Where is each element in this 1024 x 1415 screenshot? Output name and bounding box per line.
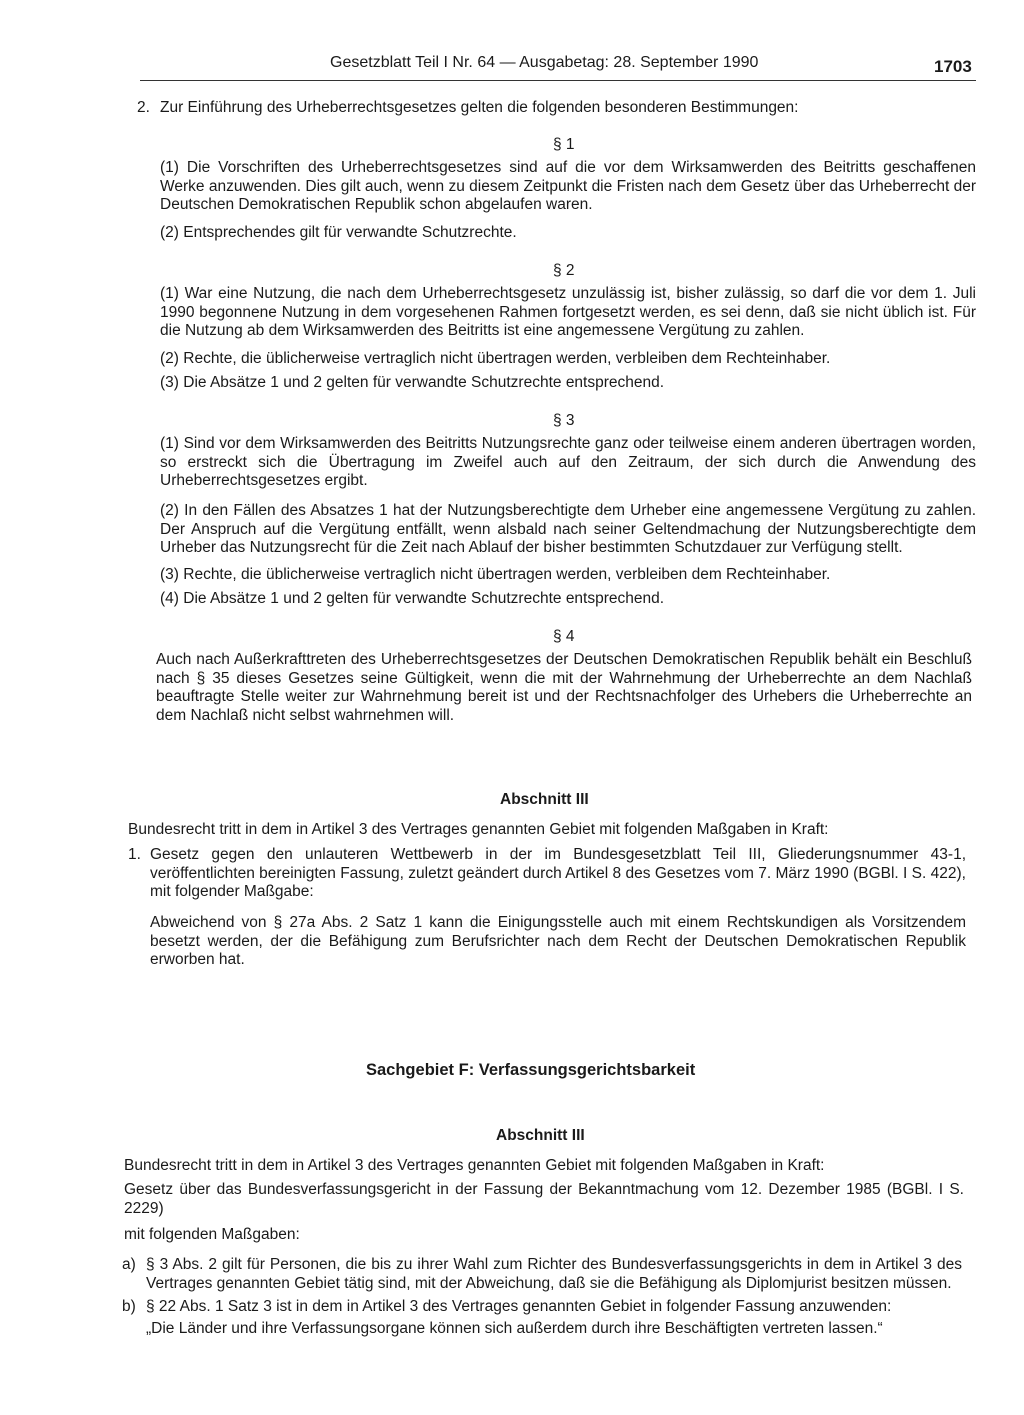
s2-paragraph-2: (2) Rechte, die üblicherweise vertraglich nicht übertragen werden, verbleiben dem Rechteinhaber.: [160, 350, 831, 367]
s1-paragraph-2: (2) Entsprechendes gilt für verwandte Schutzrechte.: [160, 224, 517, 241]
s1-paragraph-1: (1) Die Vorschriften des Urheberrechtsgesetzes sind auf die vor dem Wirksamwerden des Beitritts geschaffenen Werke anzuwenden. Dies gilt auch, wenn zu diesem Zeitpunkt die Fristen nach dem Gesetz über das Urheberrecht der Deutschen Demokratischen Republik schon abgelaufen waren.: [160, 159, 976, 213]
abschnitt-heading-2: Abschnitt III: [496, 1127, 585, 1144]
item-b-label: b): [122, 1298, 136, 1315]
section-heading-2: § 2: [553, 262, 575, 279]
abschnitt-1-item-text: Gesetz gegen den unlauteren Wettbewerb in der im Bundesgesetzblatt Teil III, Gliederungsnummer 43-1, veröffentlichten bereinigten Fassung, zuletzt geändert durch Artikel 8 des Gesetzes vom 7. März 1990 (BGBl. I S. 422), mit folgender Maßgabe:: [150, 846, 966, 900]
section-heading-1: § 1: [553, 136, 575, 153]
section-heading-4: § 4: [553, 628, 575, 645]
section-heading-3: § 3: [553, 412, 575, 429]
sachgebiet-heading: Sachgebiet F: Verfassungsgerichtsbarkeit: [366, 1061, 696, 1079]
s3-paragraph-3: (3) Rechte, die üblicherweise vertraglich nicht übertragen werden, verbleiben dem Rechteinhaber.: [160, 566, 831, 583]
s3-paragraph-4: (4) Die Absätze 1 und 2 gelten für verwandte Schutzrechte entsprechend.: [160, 590, 665, 607]
item-number: 2.: [137, 99, 150, 116]
item-b-text: § 22 Abs. 1 Satz 3 ist in dem in Artikel 3 des Vertrages genannten Gebiet in folgender Fassung anzuwenden:: [146, 1298, 892, 1315]
s3-paragraph-2: (2) In den Fällen des Absatzes 1 hat der Nutzungsberechtigte dem Urheber eine angemessene Vergütung zu zahlen. Der Anspruch auf die Vergütung entfällt, wenn alsbald nach seiner Geltendmachung der Nutzungsberechtigte dem Urheber das Nutzungsrecht für die Zeit nach Ablauf der bisher bestimmten Schutzdauer zur Verfügung stellt.: [160, 502, 976, 556]
abschnitt-heading-1: Abschnitt III: [500, 791, 589, 808]
header-rule: [140, 80, 976, 81]
s2-paragraph-3: (3) Die Absätze 1 und 2 gelten für verwandte Schutzrechte entsprechend.: [160, 374, 665, 391]
s4-paragraph-1: Auch nach Außerkrafttreten des Urheberrechtsgesetzes der Deutschen Demokratischen Republik behält ein Beschluß nach § 35 dieses Gesetzes seine Gültigkeit, wenn die mit der Wahrnehmung der Urheberrechte an dem Nachlaß beauftragte Stelle weiter zur Wahrnehmung bereit ist und der Rechtsnachfolger des Urhebers die Urheberrechte an dem Nachlaß nicht selbst wahrnehmen will.: [156, 651, 972, 724]
abschnitt-2-intro: Bundesrecht tritt in dem in Artikel 3 des Vertrages genannten Gebiet mit folgenden Maßgaben in Kraft:: [124, 1157, 825, 1174]
item-b-quote: „Die Länder und ihre Verfassungsorgane können sich außerdem durch ihre Beschäftigten vertreten lassen.“: [146, 1320, 883, 1337]
s2-paragraph-1: (1) War eine Nutzung, die nach dem Urheberrechtsgesetz unzulässig ist, bisher zulässig, so darf die vor dem 1. Juli 1990 begonnene Nutzung in dem vorgesehenen Rahmen fortgesetzt werden, es sei denn, daß sie nicht üblich ist. Für die Nutzung ab dem Wirksamwerden des Beitritts ist eine angemessene Vergütung zu zahlen.: [160, 285, 976, 339]
s3-paragraph-1: (1) Sind vor dem Wirksamwerden des Beitritts Nutzungsrechte ganz oder teilweise einem anderen übertragen worden, so erstreckt sich die Übertragung im Zweifel auch auf den Zeitraum, der sich durch die Anwendung des Urheberrechtsgesetzes ergibt.: [160, 435, 976, 489]
abschnitt-1-item-number: 1.: [128, 846, 141, 863]
item-intro: Zur Einführung des Urheberrechtsgesetzes gelten die folgenden besonderen Bestimmungen:: [160, 99, 799, 116]
abschnitt-2-mit: mit folgenden Maßgaben:: [124, 1226, 300, 1243]
abschnitt-2-law: Gesetz über das Bundesverfassungsgericht in der Fassung der Bekanntmachung vom 12. Dezember 1985 (BGBl. I S. 2229): [124, 1181, 964, 1217]
page-number: 1703: [934, 57, 972, 76]
item-a-label: a): [122, 1256, 136, 1273]
abschnitt-1-item-detail: Abweichend von § 27a Abs. 2 Satz 1 kann die Einigungsstelle auch mit einem Rechtskundigen als Vorsitzendem besetzt werden, der die Befähigung zum Berufsrichter nach dem Recht der Deutschen Demokratischen Republik erworben hat.: [150, 914, 966, 968]
header-title: Gesetzblatt Teil I Nr. 64 — Ausgabetag: 28. September 1990: [330, 54, 759, 71]
abschnitt-1-intro: Bundesrecht tritt in dem in Artikel 3 des Vertrages genannten Gebiet mit folgenden Maßgaben in Kraft:: [128, 821, 829, 838]
item-a-text: § 3 Abs. 2 gilt für Personen, die bis zu ihrer Wahl zum Richter des Bundesverfassungsgerichts in dem in Artikel 3 des Vertrages genannten Gebiet tätig sind, mit der Abweichung, daß sie die Befähigung als Diplomjurist besitzen müssen.: [146, 1256, 962, 1292]
